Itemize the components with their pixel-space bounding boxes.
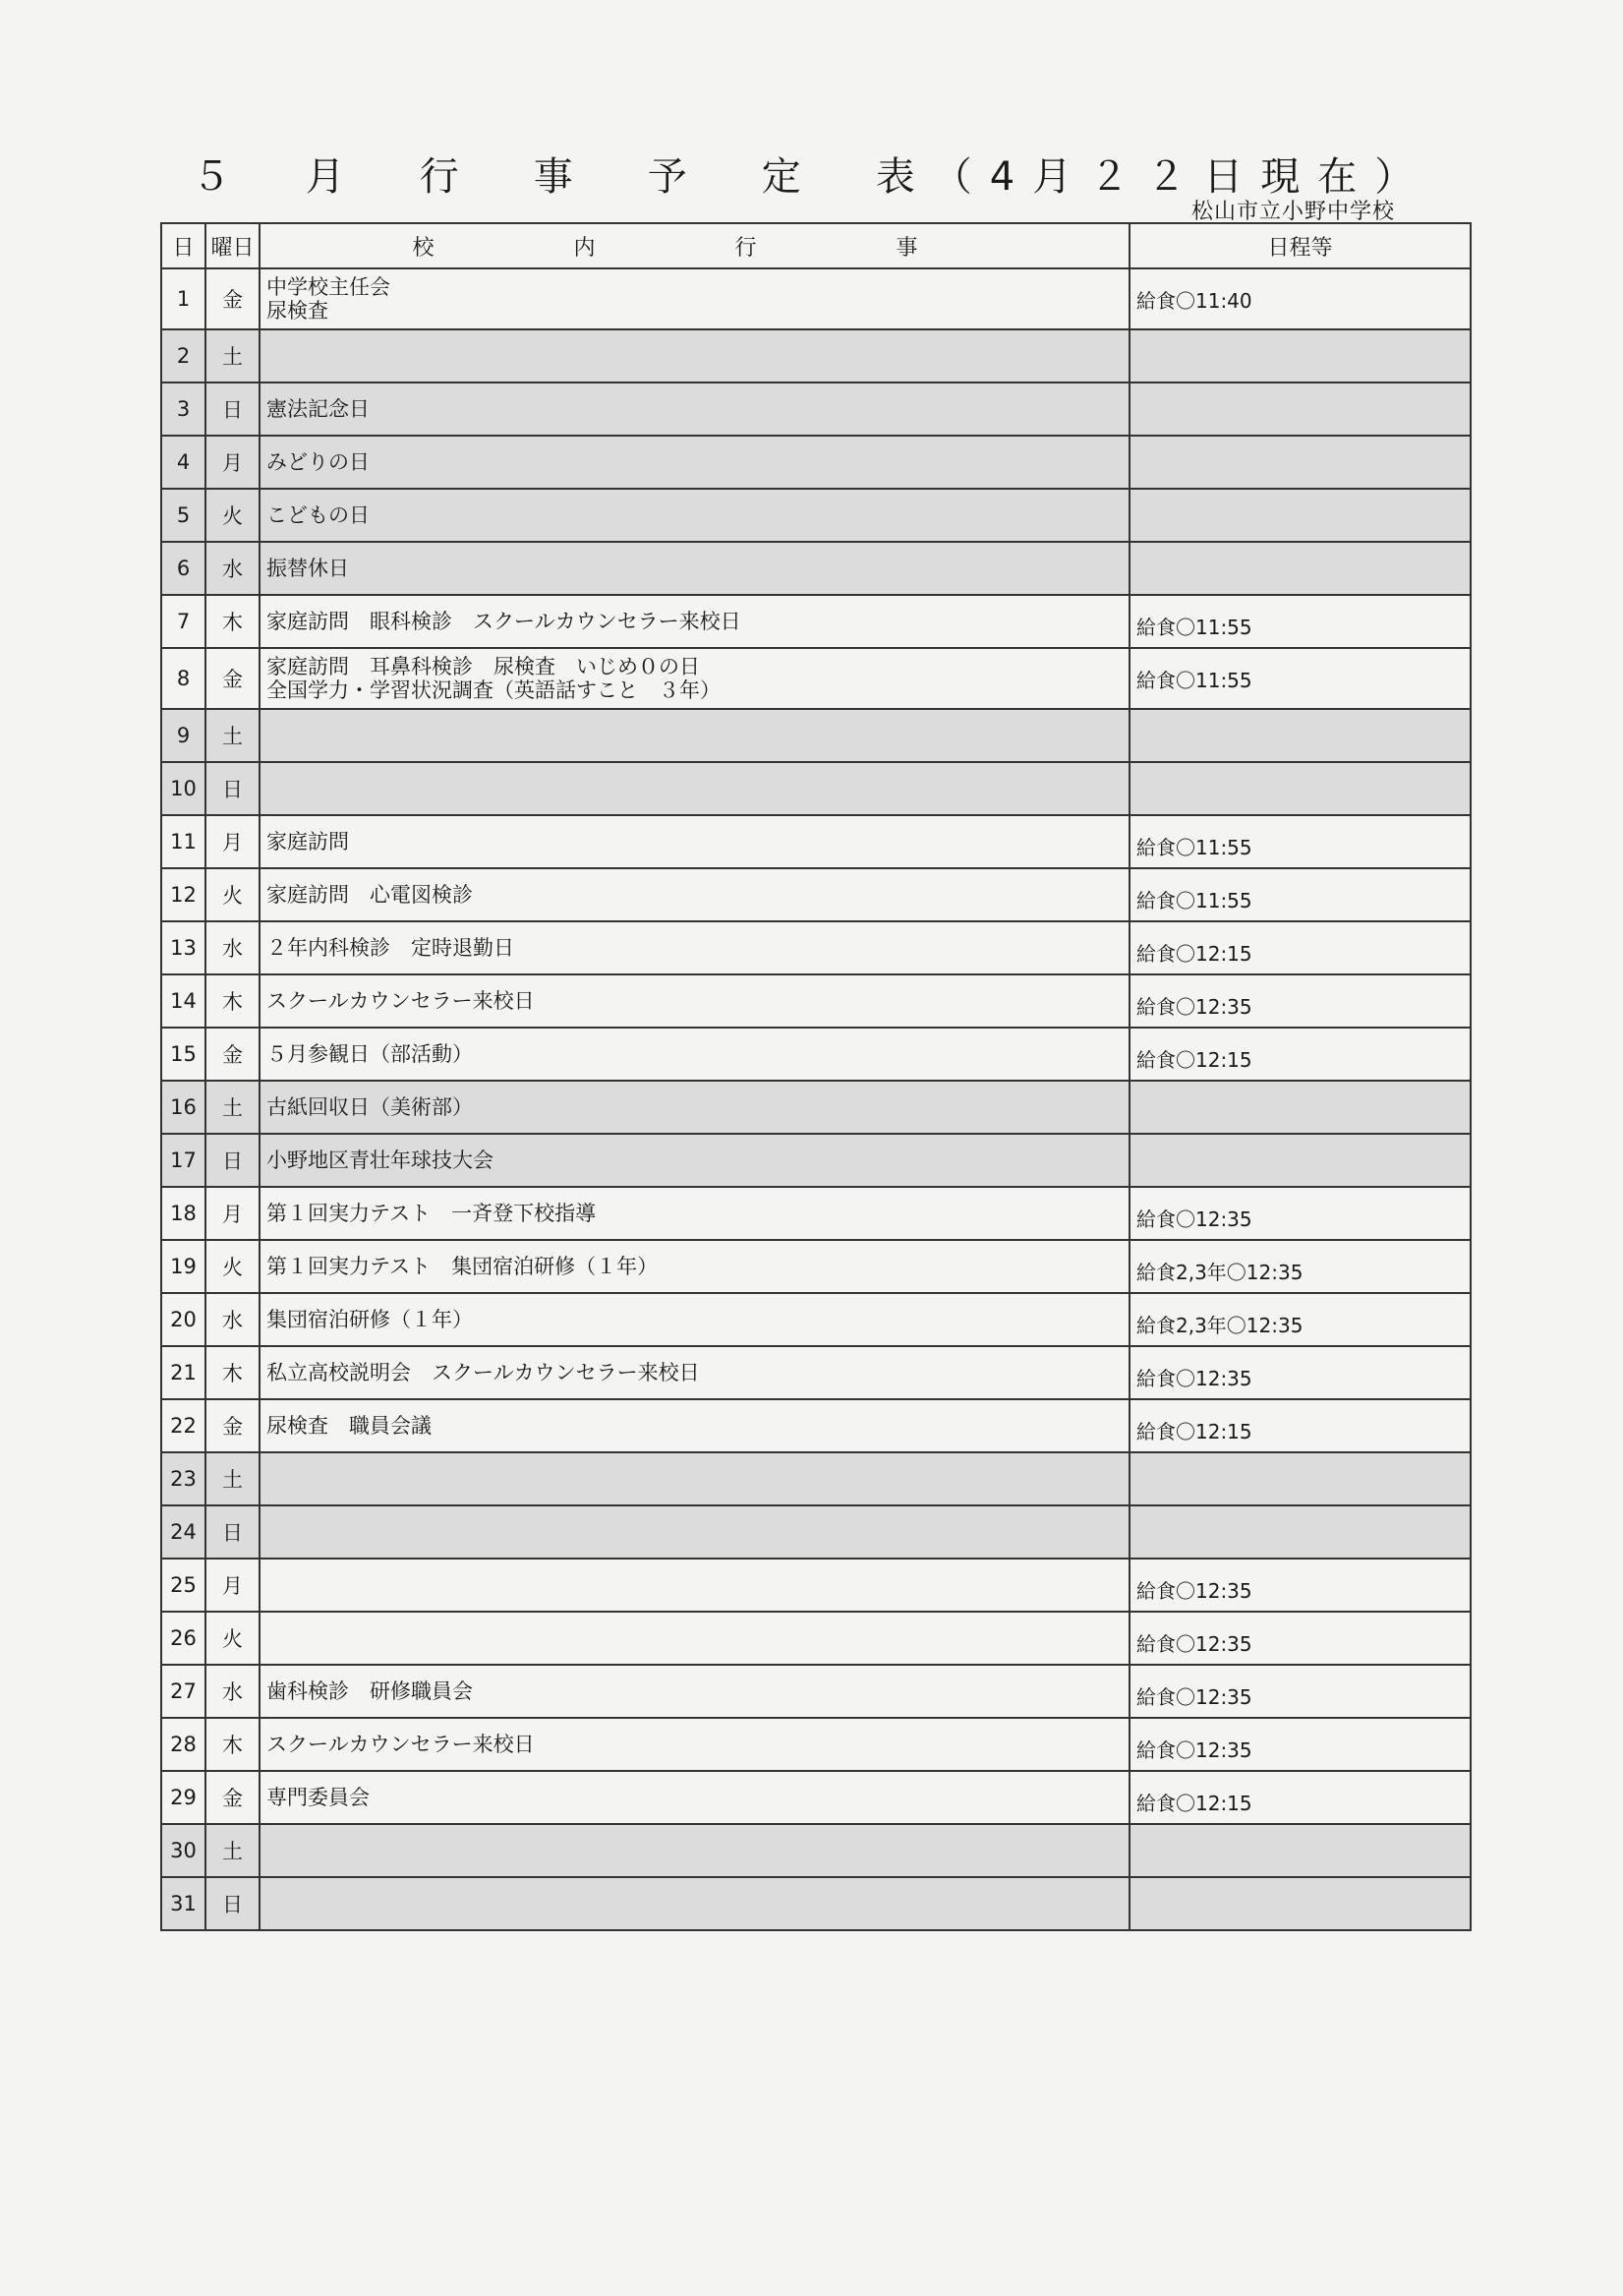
table-row <box>161 268 1471 329</box>
schedule-cell: 給食2,3年〇12:35 <box>1130 1293 1471 1346</box>
weekday-cell: 日 <box>205 762 260 815</box>
schedule-cell <box>1130 436 1471 489</box>
schedule-cell <box>1130 1452 1471 1505</box>
table-row <box>161 1399 1471 1452</box>
header-dow: 曜日 <box>205 223 260 268</box>
weekday-cell: 土 <box>205 1452 260 1505</box>
events-cell <box>260 709 1130 762</box>
day-cell: 31 <box>161 1877 205 1930</box>
table-row <box>161 1665 1471 1718</box>
day-cell: 21 <box>161 1346 205 1399</box>
table-row <box>161 1559 1471 1612</box>
events-cell: 中学校主任会 尿検査 <box>260 268 1130 329</box>
schedule-cell: 給食〇12:35 <box>1130 1187 1471 1240</box>
events-cell <box>260 1559 1130 1612</box>
schedule-cell: 給食〇12:35 <box>1130 1612 1471 1665</box>
day-cell: 9 <box>161 709 205 762</box>
table-row <box>161 1134 1471 1187</box>
schedule-cell <box>1130 489 1471 542</box>
schedule-cell <box>1130 1505 1471 1559</box>
weekday-cell: 水 <box>205 1665 260 1718</box>
weekday-cell: 日 <box>205 1505 260 1559</box>
schedule-cell <box>1130 762 1471 815</box>
table-row <box>161 1771 1471 1824</box>
events-cell <box>260 1824 1130 1877</box>
weekday-cell: 土 <box>205 709 260 762</box>
events-cell: 第１回実力テスト 一斉登下校指導 <box>260 1187 1130 1240</box>
events-cell: 憲法記念日 <box>260 383 1130 436</box>
table-row <box>161 436 1471 489</box>
schedule-cell <box>1130 383 1471 436</box>
header-schedule: 日程等 <box>1130 223 1471 268</box>
weekday-cell: 金 <box>205 1399 260 1452</box>
table-row <box>161 383 1471 436</box>
weekday-cell: 火 <box>205 1612 260 1665</box>
events-cell: 歯科検診 研修職員会 <box>260 1665 1130 1718</box>
events-cell <box>260 1877 1130 1930</box>
weekday-cell: 月 <box>205 436 260 489</box>
schedule-cell <box>1130 1081 1471 1134</box>
table-row <box>161 1612 1471 1665</box>
day-cell: 29 <box>161 1771 205 1824</box>
day-cell: 27 <box>161 1665 205 1718</box>
schedule-rows <box>161 268 1471 1930</box>
day-cell: 18 <box>161 1187 205 1240</box>
weekday-cell: 水 <box>205 921 260 974</box>
events-cell: 古紙回収日（美術部） <box>260 1081 1130 1134</box>
schedule-cell <box>1130 1134 1471 1187</box>
day-cell: 20 <box>161 1293 205 1346</box>
table-row <box>161 542 1471 595</box>
table-row <box>161 868 1471 921</box>
weekday-cell: 土 <box>205 329 260 383</box>
events-cell: スクールカウンセラー来校日 <box>260 1718 1130 1771</box>
table-row <box>161 595 1471 648</box>
weekday-cell: 日 <box>205 383 260 436</box>
schedule-cell: 給食〇11:55 <box>1130 595 1471 648</box>
day-cell: 5 <box>161 489 205 542</box>
table-row <box>161 1187 1471 1240</box>
header-day: 日 <box>161 223 205 268</box>
day-cell: 14 <box>161 974 205 1028</box>
day-cell: 10 <box>161 762 205 815</box>
table-row <box>161 1877 1471 1930</box>
day-cell: 4 <box>161 436 205 489</box>
weekday-cell: 金 <box>205 1771 260 1824</box>
weekday-cell: 木 <box>205 974 260 1028</box>
weekday-cell: 火 <box>205 489 260 542</box>
weekday-cell: 水 <box>205 542 260 595</box>
weekday-cell: 日 <box>205 1877 260 1930</box>
events-cell: ２年内科検診 定時退勤日 <box>260 921 1130 974</box>
events-cell: 振替休日 <box>260 542 1130 595</box>
events-cell: 集団宿泊研修（１年） <box>260 1293 1130 1346</box>
weekday-cell: 月 <box>205 1187 260 1240</box>
events-cell: 家庭訪問 心電図検診 <box>260 868 1130 921</box>
table-row <box>161 329 1471 383</box>
events-cell: みどりの日 <box>260 436 1130 489</box>
schedule-cell <box>1130 329 1471 383</box>
events-cell: 小野地区青壮年球技大会 <box>260 1134 1130 1187</box>
day-cell: 22 <box>161 1399 205 1452</box>
day-cell: 15 <box>161 1028 205 1081</box>
day-cell: 30 <box>161 1824 205 1877</box>
school-name: 松山市立小野中学校 <box>1191 200 1396 224</box>
events-cell: 家庭訪問 眼科検診 スクールカウンセラー来校日 <box>260 595 1130 648</box>
table-header-row <box>161 223 1471 268</box>
schedule-table <box>160 222 1472 1931</box>
weekday-cell: 木 <box>205 1718 260 1771</box>
day-cell: 25 <box>161 1559 205 1612</box>
day-cell: 24 <box>161 1505 205 1559</box>
events-cell <box>260 1612 1130 1665</box>
day-cell: 8 <box>161 648 205 709</box>
day-cell: 16 <box>161 1081 205 1134</box>
events-cell: 専門委員会 <box>260 1771 1130 1824</box>
table-row <box>161 1505 1471 1559</box>
events-cell: スクールカウンセラー来校日 <box>260 974 1130 1028</box>
schedule-cell: 給食〇12:35 <box>1130 1718 1471 1771</box>
day-cell: 12 <box>161 868 205 921</box>
table-row <box>161 1293 1471 1346</box>
day-cell: 7 <box>161 595 205 648</box>
events-cell: こどもの日 <box>260 489 1130 542</box>
events-cell <box>260 329 1130 383</box>
day-cell: 26 <box>161 1612 205 1665</box>
table-row <box>161 974 1471 1028</box>
events-cell: 家庭訪問 <box>260 815 1130 868</box>
events-cell <box>260 762 1130 815</box>
table-row <box>161 648 1471 709</box>
day-cell: 23 <box>161 1452 205 1505</box>
weekday-cell: 火 <box>205 868 260 921</box>
schedule-cell: 給食〇12:35 <box>1130 974 1471 1028</box>
schedule-cell: 給食〇12:15 <box>1130 921 1471 974</box>
table-row <box>161 489 1471 542</box>
day-cell: 19 <box>161 1240 205 1293</box>
schedule-cell: 給食〇12:35 <box>1130 1559 1471 1612</box>
weekday-cell: 土 <box>205 1824 260 1877</box>
table-row <box>161 1346 1471 1399</box>
schedule-cell: 給食〇11:55 <box>1130 868 1471 921</box>
table-row <box>161 1452 1471 1505</box>
events-cell <box>260 1505 1130 1559</box>
table-row <box>161 1081 1471 1134</box>
table-row <box>161 762 1471 815</box>
schedule-cell: 給食2,3年〇12:35 <box>1130 1240 1471 1293</box>
table-row <box>161 1718 1471 1771</box>
weekday-cell: 月 <box>205 815 260 868</box>
weekday-cell: 金 <box>205 648 260 709</box>
weekday-cell: 日 <box>205 1134 260 1187</box>
schedule-cell: 給食〇12:15 <box>1130 1028 1471 1081</box>
schedule-cell: 給食〇12:35 <box>1130 1665 1471 1718</box>
day-cell: 17 <box>161 1134 205 1187</box>
events-cell: 家庭訪問 耳鼻科検診 尿検査 いじめ０の日 全国学力・学習状況調査（英語話すこと ３年） <box>260 648 1130 709</box>
day-cell: 28 <box>161 1718 205 1771</box>
schedule-cell: 給食〇12:35 <box>1130 1346 1471 1399</box>
weekday-cell: 木 <box>205 1346 260 1399</box>
schedule-cell: 給食〇11:55 <box>1130 648 1471 709</box>
table-row <box>161 815 1471 868</box>
weekday-cell: 水 <box>205 1293 260 1346</box>
events-cell: 尿検査 職員会議 <box>260 1399 1130 1452</box>
weekday-cell: 月 <box>205 1559 260 1612</box>
schedule-cell <box>1130 1824 1471 1877</box>
weekday-cell: 火 <box>205 1240 260 1293</box>
table-row <box>161 1028 1471 1081</box>
schedule-cell <box>1130 542 1471 595</box>
day-cell: 6 <box>161 542 205 595</box>
schedule-cell <box>1130 709 1471 762</box>
day-cell: 11 <box>161 815 205 868</box>
schedule-cell: 給食〇11:55 <box>1130 815 1471 868</box>
weekday-cell: 木 <box>205 595 260 648</box>
events-cell: 第１回実力テスト 集団宿泊研修（１年） <box>260 1240 1130 1293</box>
weekday-cell: 土 <box>205 1081 260 1134</box>
table-row <box>161 921 1471 974</box>
day-cell: 13 <box>161 921 205 974</box>
events-cell <box>260 1452 1130 1505</box>
schedule-cell: 給食〇12:15 <box>1130 1771 1471 1824</box>
page-title: ５ 月 行 事 予 定 表（4月２２日現在） <box>191 154 1432 200</box>
events-cell: ５月参観日（部活動） <box>260 1028 1130 1081</box>
day-cell: 1 <box>161 268 205 329</box>
schedule-cell: 給食〇12:15 <box>1130 1399 1471 1452</box>
weekday-cell: 金 <box>205 268 260 329</box>
header-events: 校 内 行 事 <box>260 223 1130 268</box>
events-cell: 私立高校説明会 スクールカウンセラー来校日 <box>260 1346 1130 1399</box>
table-row <box>161 1824 1471 1877</box>
schedule-cell: 給食〇11:40 <box>1130 268 1471 329</box>
day-cell: 3 <box>161 383 205 436</box>
table-row <box>161 709 1471 762</box>
schedule-cell <box>1130 1877 1471 1930</box>
weekday-cell: 金 <box>205 1028 260 1081</box>
table-row <box>161 1240 1471 1293</box>
day-cell: 2 <box>161 329 205 383</box>
